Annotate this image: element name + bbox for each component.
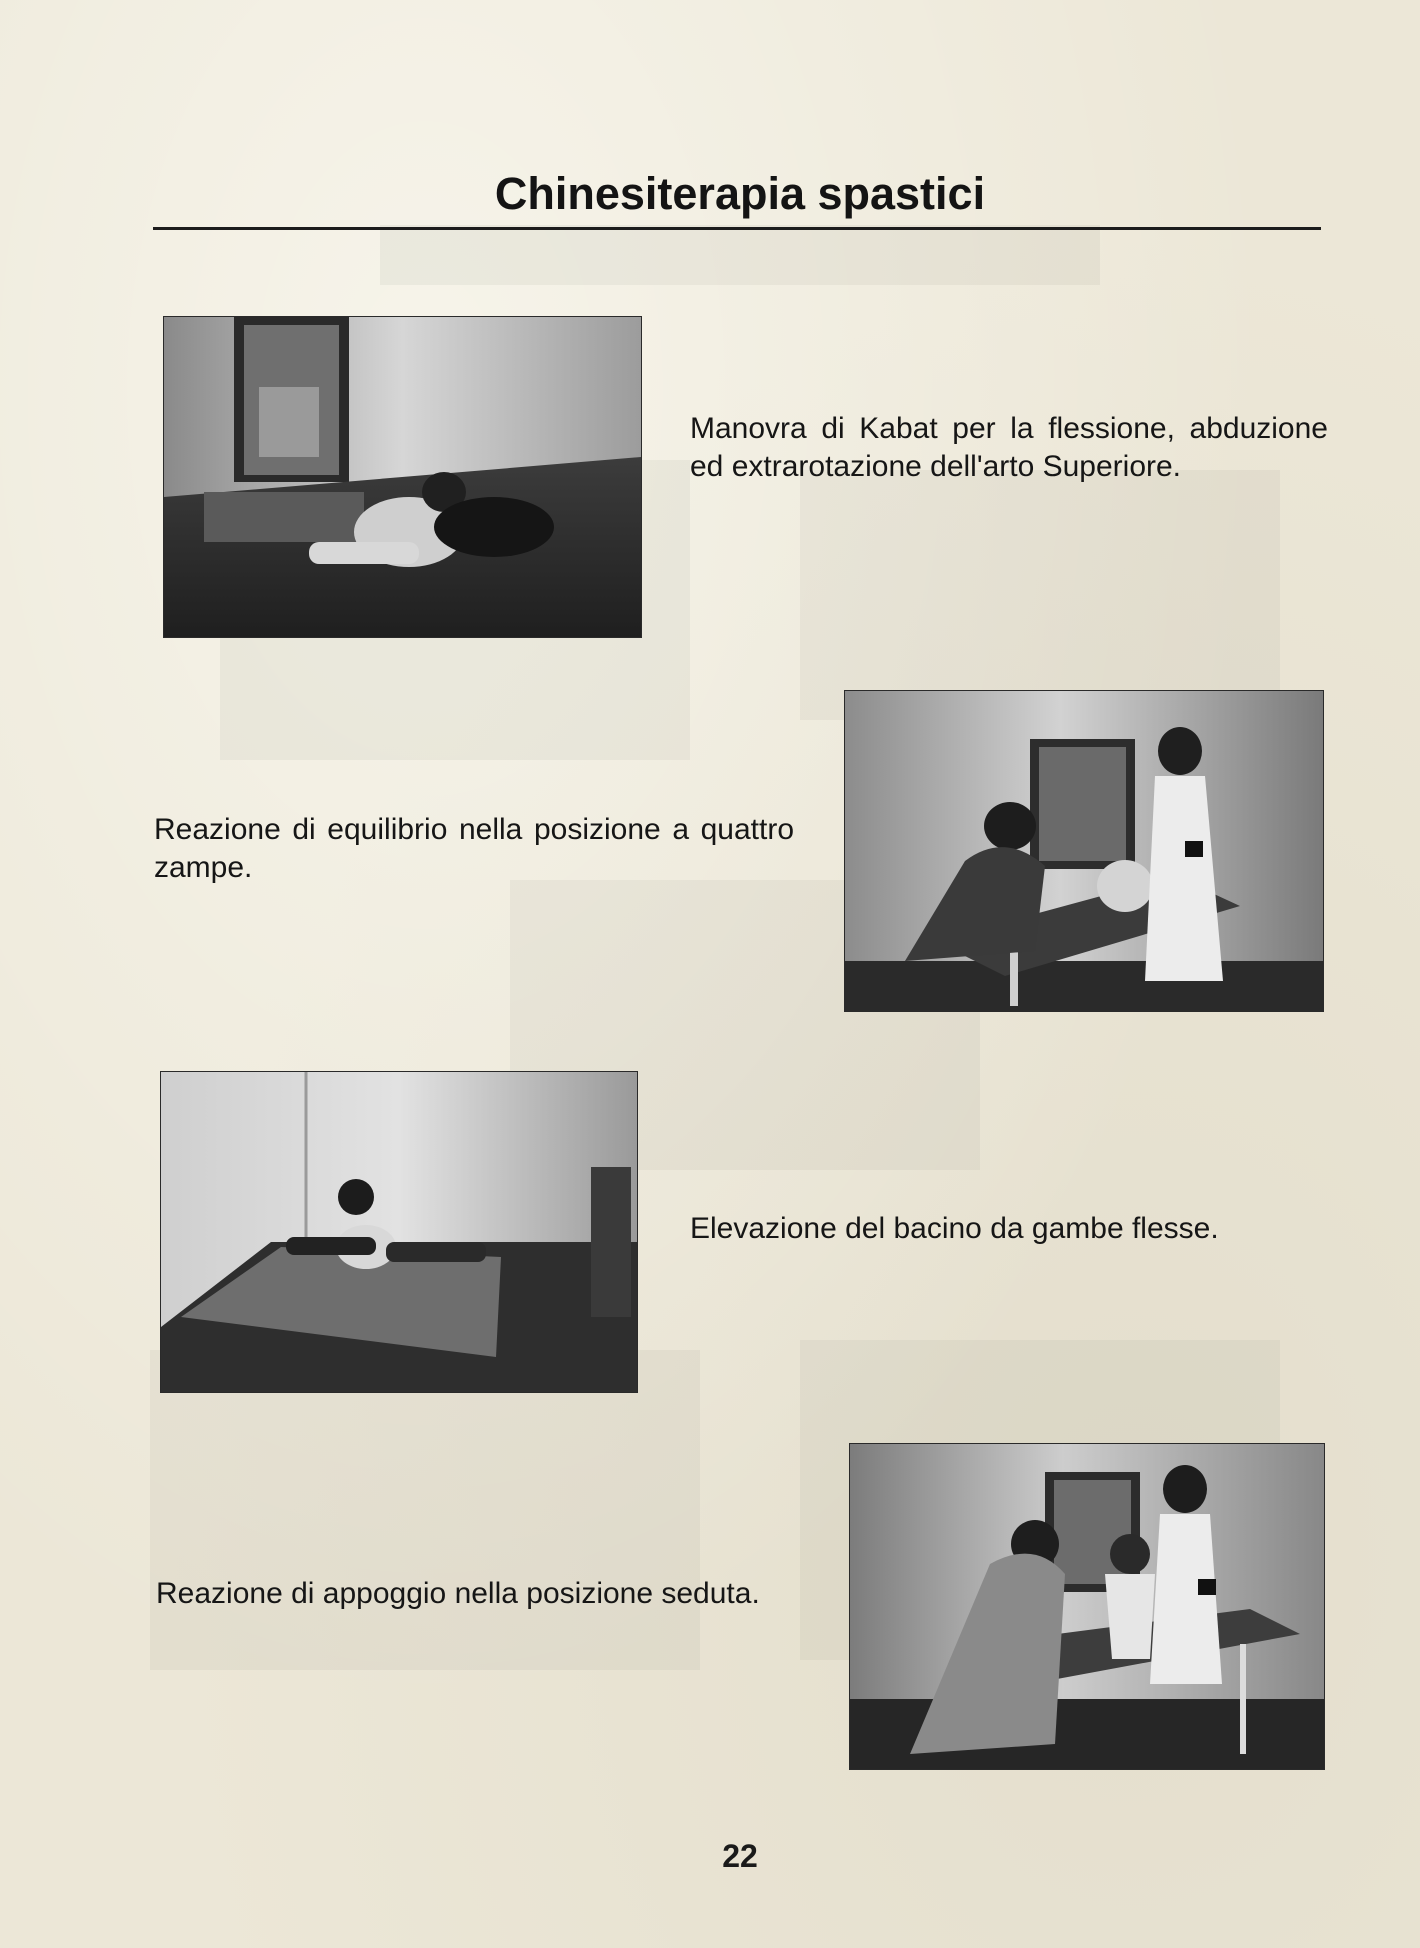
photo-icon: [161, 1072, 637, 1392]
show-through-block: [150, 1350, 700, 1670]
photo-icon: [845, 691, 1323, 1011]
caption-pelvis-elevation: Elevazione del bacino da gambe flesse.: [690, 1212, 1219, 1245]
photo-pelvis-elevation: [160, 1071, 638, 1393]
show-through-title: [380, 225, 1100, 285]
caption-kabat-maneuver: Manovra di Kabat per la flessione, abduzione ed extrarotazione dell'arto Superiore.: [690, 412, 1328, 483]
show-through-block: [800, 470, 1280, 720]
photo-balance-reaction: [844, 690, 1324, 1012]
title-underline: [153, 227, 1321, 230]
page-number: 22: [722, 1838, 758, 1874]
photo-support-reaction: [849, 1443, 1325, 1770]
photo-icon: [164, 317, 641, 637]
photo-kabat-maneuver: [163, 316, 642, 638]
caption-support-reaction: Reazione di appoggio nella posizione seduta.: [156, 1577, 760, 1610]
page-title: Chinesiterapia spastici: [494, 168, 986, 219]
caption-balance-reaction: Reazione di equilibrio nella posizione a quattro zampe.: [154, 813, 794, 884]
photo-icon: [850, 1444, 1324, 1769]
